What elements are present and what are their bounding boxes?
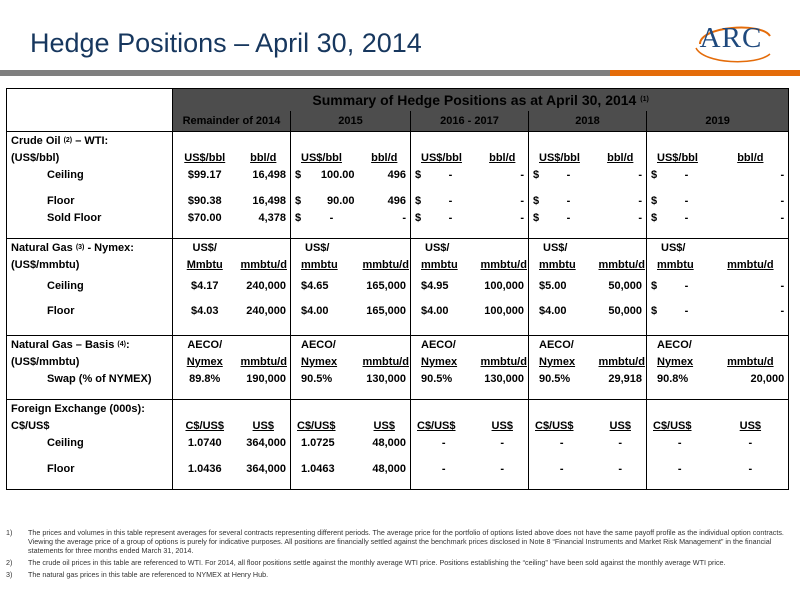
- section-units: (US$/bbl): [11, 151, 60, 164]
- period-header: 2016 - 2017: [411, 111, 529, 132]
- section-units: (US$/mmbtu): [11, 355, 80, 368]
- header-rule-gray: [0, 70, 610, 76]
- table-row: Ceiling $4.17 240,000 $4.65 165,000 $4.95 100,000 $5.00 50,000 $ - -: [7, 273, 789, 298]
- spacer-row: [7, 183, 789, 192]
- section-units: C$/US$: [11, 419, 50, 432]
- table-row: Floor $4.03 240,000 $4.00 165,000 $4.00 100,000 $4.00 50,000 $ - -: [7, 298, 789, 323]
- fx-units-row: C$/US$ C$/US$ US$ C$/US$ US$ C$/US$ US$ C$/US$ US$ C$/US$ US$: [7, 417, 789, 434]
- col-header: US$/bbl: [647, 149, 713, 166]
- basis-header-row: Natural Gas – Basis $^{(4)}$: AECO/ AECO/ AECO/ AECO/ AECO/: [7, 336, 789, 354]
- crude-units-row: [7, 149, 789, 166]
- spacer-row: [7, 387, 789, 400]
- arc-logo: [686, 20, 776, 66]
- section-label: Natural Gas – Basis $^{(4)}$:: [7, 336, 173, 354]
- footnote: 1) The prices and volumes in this table represent averages for several contracts representing different periods. The average price for the portfolio of options listed above does not have the same payoff profile as the individual option contracts. Viewing the average price of a group of options is purely for indicative purposes. All positions are financially settled against the benchmark prices disclosed in Note 8 “Financial Instruments and Market Risk Management” in the financial statements for three months ended March 31, 2014.: [6, 528, 784, 555]
- header-rule-orange: [610, 70, 800, 76]
- period-header: 2015: [291, 111, 411, 132]
- period-header: 2019: [647, 111, 789, 132]
- spacer-row: [7, 477, 789, 490]
- footnote: 3) The natural gas prices in this table are referenced to NYMEX at Henry Hub.: [6, 570, 269, 579]
- table-title-row: [7, 89, 789, 112]
- period-header-row: [7, 111, 789, 132]
- table-row: Sold Floor $70.00 4,378 $ - - $ - - $ - - $ - -: [7, 209, 789, 226]
- basis-units-row: (US$/mmbtu) Nymex mmbtu/d Nymex mmbtu/d Nymex mmbtu/d Nymex mmbtu/d Nymex mmbtu/d: [7, 353, 789, 370]
- hedge-positions-table: [6, 88, 789, 490]
- section-label: Crude Oil $^{(2)}$ – WTI:: [7, 132, 173, 150]
- spacer-row: [7, 451, 789, 460]
- col-header: US$/bbl: [529, 149, 595, 166]
- col-header: US$/bbl: [411, 149, 477, 166]
- page-title: Hedge Positions – April 30, 2014: [30, 28, 422, 58]
- col-header: bbl/d: [607, 151, 634, 164]
- crude-header-row: [7, 132, 789, 150]
- footnotes: [6, 528, 790, 582]
- table-row: Ceiling 1.0740 364,000 1.0725 48,000 - - - - - -: [7, 434, 789, 451]
- spacer-row: [7, 226, 789, 239]
- col-header: bbl/d: [489, 151, 516, 164]
- col-header: US$/bbl: [173, 149, 237, 166]
- table-row: Swap (% of NYMEX) 89.8% 190,000 90.5% 130,000 90.5% 130,000 90.5% 29,918 90.8% 20,000: [7, 370, 789, 387]
- section-units: (US$/mmbtu): [11, 258, 80, 271]
- col-header: bbl/d: [371, 151, 398, 164]
- table-row: Floor 1.0436 364,000 1.0463 48,000 - - - - - -: [7, 460, 789, 477]
- section-label: Natural Gas $^{(3)}$ - Nymex:: [7, 239, 173, 257]
- footnote: 2) The crude oil prices in this table are referenced to WTI. For 2014, all floor positions settle against the monthly average WTI price. Positions establishing the “ceiling” have been sold against the monthly average WTI price.: [6, 558, 726, 567]
- col-header: bbl/d: [737, 151, 764, 164]
- table-row: Ceiling $99.17 16,498 $ 100.00 496 $ - - $ - - $ - -: [7, 166, 789, 183]
- col-header: US$/bbl: [291, 149, 359, 166]
- gas-header-row: Natural Gas $^{(3)}$ - Nymex: US$/ US$/ US$/ US$/ US$/: [7, 239, 789, 257]
- section-label: Foreign Exchange (000s):: [7, 400, 173, 418]
- table-title: Summary of Hedge Positions as at April 30, 2014 $^{(1)}$: [173, 89, 789, 112]
- logo-text: ARC: [699, 22, 763, 54]
- period-header: 2018: [529, 111, 647, 132]
- table-row: Floor $90.38 16,498 $ 90.00 496 $ - - $ - - $ - -: [7, 192, 789, 209]
- fx-header-row: [7, 400, 789, 418]
- period-header: Remainder of 2014: [173, 111, 291, 132]
- gas-units-row: (US$/mmbtu) Mmbtu mmbtu/d mmbtu mmbtu/d mmbtu mmbtu/d mmbtu mmbtu/d mmbtu mmbtu/d: [7, 256, 789, 273]
- col-header: bbl/d: [250, 151, 277, 164]
- spacer-row: [7, 323, 789, 336]
